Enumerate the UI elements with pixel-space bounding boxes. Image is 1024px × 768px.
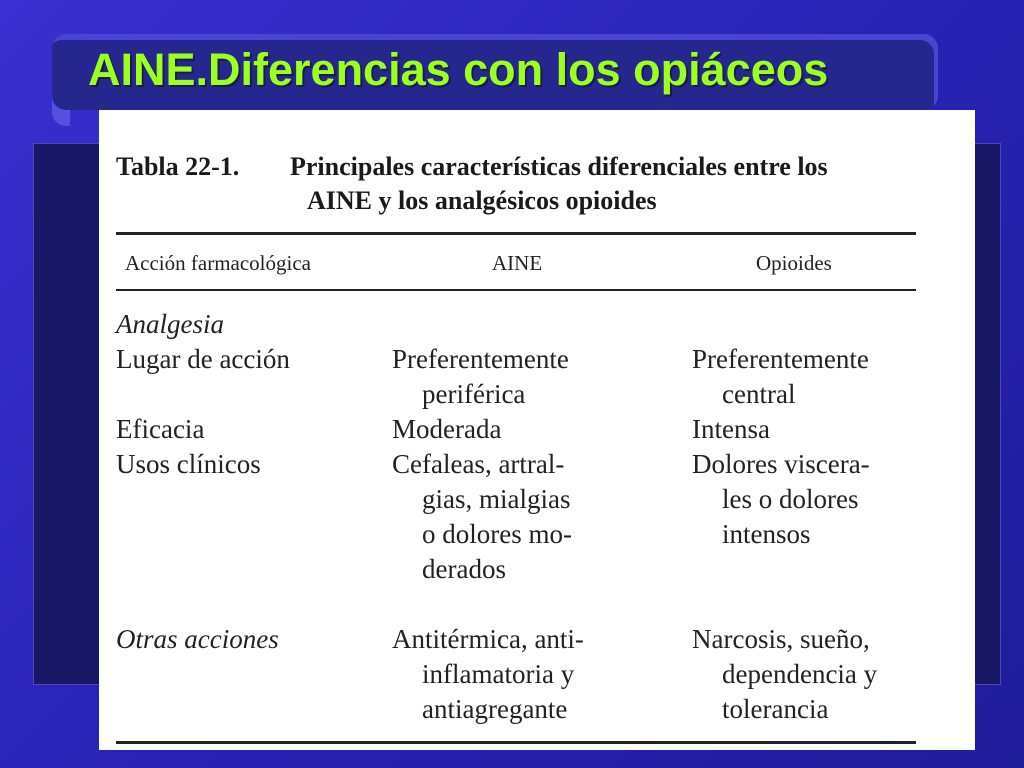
cell-line: intensos [722, 519, 811, 549]
cell-line: Dolores viscera- [692, 449, 870, 479]
row-label-otras: Otras acciones [116, 624, 279, 654]
row-opioides-eficacia: Intensa [692, 414, 770, 444]
cell-line: antiagregante [422, 694, 568, 724]
caption-number: Tabla 22-1. [116, 152, 240, 181]
cell-line: Antitérmica, anti- [392, 624, 584, 654]
header-rule [116, 289, 916, 291]
row-opioides-usos [692, 447, 870, 552]
row-label-usos: Usos clínicos [116, 449, 261, 479]
slide-title: AINE.Diferencias con los opiáceos [88, 44, 829, 95]
cell-line: les o dolores [722, 484, 859, 514]
cell-line: inflamatoria y [422, 659, 575, 689]
bottom-rule [116, 741, 916, 744]
caption-line-2: AINE y los analgésicos opioides [307, 186, 657, 215]
header-aine: AINE [492, 251, 543, 275]
section-analgesia: Analgesia [116, 309, 224, 339]
cell-line: dependencia y [722, 659, 878, 689]
row-aine-lugar [392, 342, 569, 412]
cell-line: tolerancia [722, 694, 829, 724]
cell-line: Narcosis, sueño, [692, 624, 870, 654]
cell-line: Cefaleas, artral- [392, 449, 565, 479]
cell-line: central [722, 379, 796, 409]
row-aine-otras [392, 622, 584, 727]
row-aine-eficacia: Moderada [392, 414, 502, 444]
row-aine-usos [392, 447, 572, 587]
table-image [99, 110, 975, 750]
cell-line: Preferentemente [392, 344, 569, 374]
header-opioides: Opioides [756, 251, 832, 275]
caption-line-1: Principales características diferenciales entre los [290, 152, 828, 181]
header-accion: Acción farmacológica [125, 251, 311, 275]
row-label-lugar: Lugar de acción [116, 344, 290, 374]
cell-line: Preferentemente [692, 344, 869, 374]
cell-line: periférica [422, 379, 526, 409]
row-opioides-otras [692, 622, 877, 727]
cell-line: gias, mialgias [422, 484, 571, 514]
top-rule [116, 232, 916, 235]
cell-line: o dolores mo- [422, 519, 572, 549]
row-opioides-lugar [692, 342, 869, 412]
cell-line: derados [422, 554, 506, 584]
row-label-eficacia: Eficacia [116, 414, 205, 444]
